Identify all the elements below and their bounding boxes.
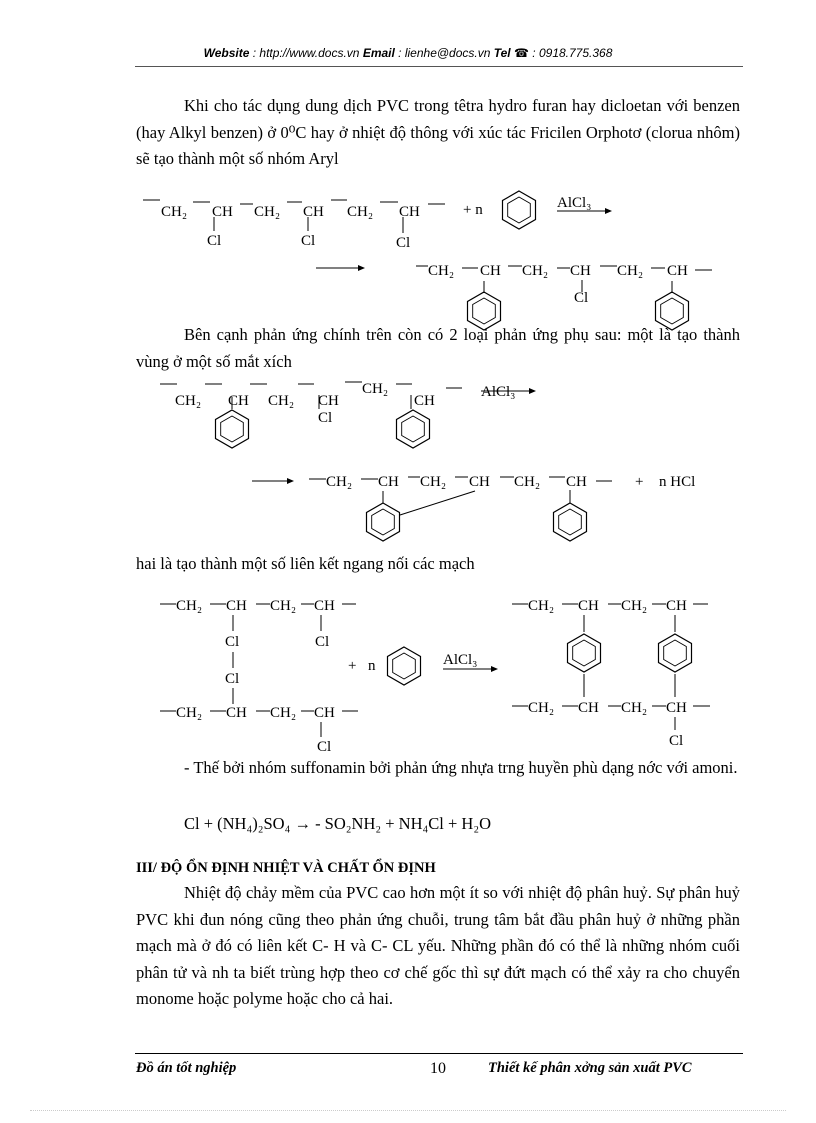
ch-label: CH [378, 474, 399, 490]
benzene-ring [388, 647, 421, 685]
ch2-label: CH₂ [268, 393, 295, 409]
benzene-ring [367, 503, 400, 541]
ch-label: CH [667, 263, 688, 279]
ch2-label: CH₂ [617, 263, 644, 279]
alcl3-label: AlCl₃ [557, 195, 592, 211]
ch2-label: CH₂ [528, 700, 555, 716]
website-value[interactable]: : http://www.docs.vn [252, 46, 360, 60]
reaction-2 [160, 381, 695, 541]
ch-label: CH [399, 204, 420, 220]
footer-left: Đồ án tốt nghiệp [136, 1060, 237, 1076]
email-value[interactable]: : lienhe@docs.vn [398, 46, 491, 60]
ch2-label: CH₂ [428, 263, 455, 279]
ch2-label: CH₂ [347, 204, 374, 220]
cl-label: Cl [574, 290, 589, 306]
phone-icon: ☎ [514, 46, 529, 60]
ch-label: CH [226, 598, 247, 614]
cl-label: Cl [207, 233, 222, 249]
footer-rule [135, 1053, 743, 1054]
ch-label: CH [666, 598, 687, 614]
cl-label: Cl [225, 634, 240, 650]
reaction-3 [160, 598, 710, 755]
ch-label: CH [228, 393, 249, 409]
ch-label: CH [566, 474, 587, 490]
page-number: 10 [430, 1060, 446, 1077]
benzene-ring [468, 292, 501, 330]
ch-label: CH [303, 204, 324, 220]
benzene-ring [656, 292, 689, 330]
reaction-1 [143, 191, 712, 330]
ch2-label: CH₂ [621, 598, 648, 614]
paragraph-side-reactions: Bên cạnh phản ứng chính trên còn có 2 loại phản ứng phụ sau: một là tạo thành vùng ở một số mắt xích [136, 325, 740, 371]
benzene-ring [216, 410, 249, 448]
ch2-label: CH₂ [514, 474, 541, 490]
ch-label: CH [480, 263, 501, 279]
hcl-label: n HCl [659, 474, 696, 490]
page-bottom-divider [30, 1110, 786, 1111]
tel-value: : 0918.775.368 [532, 46, 613, 60]
ch2-label: CH₂ [362, 381, 389, 397]
alcl3-label: AlCl₃ [443, 652, 478, 668]
paragraph-aryl: Khi cho tác dụng dung dịch PVC trong têtra hydro furan hay dicloetan với benzen (hay Alkyl benzen) ở 0⁰C hay ở nhiệt độ thông với xúc tác Fricilen Orphotơ (clorua nhôm) sẽ tạo thành một số nhóm Aryl [136, 96, 740, 168]
ch2-label: CH₂ [420, 474, 447, 490]
plus-n-label: + n [463, 202, 483, 218]
benzene-ring [554, 503, 587, 541]
paragraph-crosslink: hai là tạo thành một số liên kết ngang nối các mạch [136, 554, 475, 573]
plus-label: + [635, 474, 644, 490]
ch2-label: CH₂ [528, 598, 555, 614]
ch-label: CH [570, 263, 591, 279]
ch2-label: CH₂ [175, 393, 202, 409]
ch-label: CH [314, 705, 335, 721]
ch-label: CH [226, 705, 247, 721]
ch-label: CH [414, 393, 435, 409]
ch-label: CH [318, 393, 339, 409]
cl-label: Cl [225, 671, 240, 687]
footer-right: Thiết kế phân xởng sản xuất PVC [488, 1060, 692, 1076]
paragraph-thermal-stability: Nhiệt độ chảy mềm của PVC cao hơn một ít so với nhiệt độ phân huỷ. Sự phân huỷ PVC khi đun nóng cũng theo phản ứng chuỗi, trung tâm bắt đầu phân huỷ ở những phần mạch mà ở đó có liên kết C- H và C- CL yếu. Những phần đó có thể là những nhóm cuối phân tử và nh ta biết trùng hợp theo cơ chế gốc thì sự đứt mạch có thể xảy ra cho chuyển monome hoặc polyme hoặc cho cả hai. [136, 883, 740, 1008]
benzene-ring [659, 634, 692, 672]
website-label: Website [203, 46, 250, 60]
alcl3-label: AlCl₃ [481, 384, 516, 400]
ch2-label: CH₂ [522, 263, 549, 279]
benzene-ring [568, 634, 601, 672]
paragraph-suffonamin: - Thế bởi nhóm suffonamin bởi phản ứng nhựa trng huyền phù dạng nớc với amoni. [184, 758, 738, 777]
email-label: Email [362, 46, 395, 60]
ch-label: CH [578, 700, 599, 716]
ch-label: CH [578, 598, 599, 614]
ch2-label: CH₂ [270, 705, 297, 721]
plus-label: + [348, 658, 357, 674]
equation-sulfonamide: Cl + (NH₄)₂SO₄ → - SO₂NH₂ + NH₄Cl + H₂O [184, 814, 491, 833]
benzene-ring [503, 191, 536, 229]
ch2-label: CH₂ [176, 598, 203, 614]
ch2-label: CH₂ [176, 705, 203, 721]
cl-label: Cl [301, 233, 316, 249]
n-label: n [368, 658, 376, 674]
benzene-ring [397, 410, 430, 448]
cl-label: Cl [318, 410, 333, 426]
ch-label: CH [469, 474, 490, 490]
ch2-label: CH₂ [621, 700, 648, 716]
ch2-label: CH₂ [254, 204, 281, 220]
cl-label: Cl [669, 733, 684, 749]
ch2-label: CH₂ [270, 598, 297, 614]
section-heading: III/ ĐỘ ỔN ĐỊNH NHIỆT VÀ CHẤT ỔN ĐỊNH [136, 860, 436, 876]
ch-label: CH [666, 700, 687, 716]
ch2-label: CH₂ [326, 474, 353, 490]
ch-label: CH [212, 204, 233, 220]
tel-label: Tel [493, 46, 511, 60]
cl-label: Cl [317, 739, 332, 755]
cl-label: Cl [396, 235, 411, 251]
ch2-label: CH₂ [161, 204, 188, 220]
cl-label: Cl [315, 634, 330, 650]
ch-label: CH [314, 598, 335, 614]
